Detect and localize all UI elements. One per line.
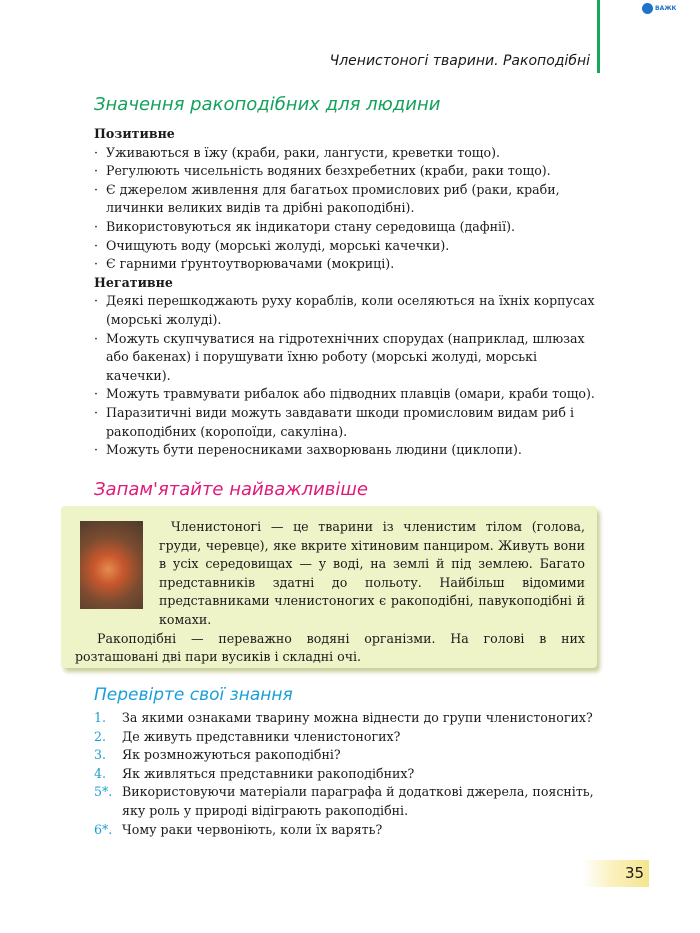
summary-heading: Запам'ятайте найважливіше [94,479,368,500]
review-questions [94,709,600,839]
question-item: 2. Де живуть представники членистоногих? [94,728,401,744]
negative-item: · Можуть травмувати рибалок або підводних плавців (омари, краби тощо). [94,386,595,402]
question-item: 3. Як розмножуються ракоподібні? [94,747,341,763]
publisher-logo-icon [642,3,653,14]
question-item: 1. За якими ознаками тварину можна віднести до групи членистоногих? [94,710,593,725]
summary-paragraph-1: Членистоногі — це тварини із членистим тілом (голова, груди, черевце), яке вкрите хітиновим панциром. Живуть вони в усіх середовищах — у воді, на землі й під землею. Багато представників здатні до польоту. Найбільш відомими представниками членистоногих є ракоподібні, павукоподібні й комахи. [159,519,585,627]
positive-item: · Очищують воду (морські жолуді, морські качечки). [94,237,450,253]
review-heading: Перевірте свої знання [94,685,293,705]
positive-item: · Є гарними ґрунтоутворювачами (мокриці). [94,256,395,272]
significance-list [94,125,600,460]
negative-item: · Паразитичні види можуть завдавати шкоди промисловим видам риб і ракоподібних (коропоїди, сакуліна). [94,404,575,439]
positive-item: · Регулюють чисельність водяних безхребетних (краби, раки тощо). [94,163,551,179]
negative-item: · Можуть бути переносниками захворювань людини (циклопи). [94,442,522,458]
negative-item: · Можуть скупчуватися на гідротехнічних спорудах (наприклад, шлюзах або бакенах) і порушувати їхню роботу (морські жолуді, морські качечки). [94,330,585,383]
positive-item: · Є джерелом живлення для багатьох промислових риб (раки, краби, личинки великих видів та дрібні ракоподібні). [94,181,560,216]
publisher-logo-text: ВАЖК [655,4,677,12]
publisher-logo [642,2,676,14]
page-number: 35 [625,864,645,882]
question-item: 4. Як живляться представники ракоподібних? [94,765,415,781]
header-accent-bar [597,0,600,73]
positive-label: Позитивне [94,126,175,141]
section-heading-significance: Значення ракоподібних для людини [94,94,441,115]
negative-label: Негативне [94,274,173,290]
summary-text [75,518,585,667]
negative-item: · Деякі перешкоджають руху кораблів, коли оселяються на їхніх корпусах (морські жолуді). [94,293,595,327]
question-item: 6*. Чому раки червоніють, коли їх варять? [94,821,383,837]
positive-item: · Використовуються як індикатори стану середовища (дафнії). [94,218,516,234]
running-title: Членистоногі тварини. Ракоподібні [329,53,590,69]
positive-item: · Уживаються в їжу (краби, раки, лангусти, креветки тощо). [94,144,501,160]
question-item: 5*. Використовуючи матеріали параграфа й додаткові джерела, поясніть, яку роль у природі відіграють ракоподібні. [94,784,594,818]
summary-paragraph-2: Ракоподібні — переважно водяні організми. На голові в них розташовані дві пари вусиків і складні очі. [75,630,585,665]
